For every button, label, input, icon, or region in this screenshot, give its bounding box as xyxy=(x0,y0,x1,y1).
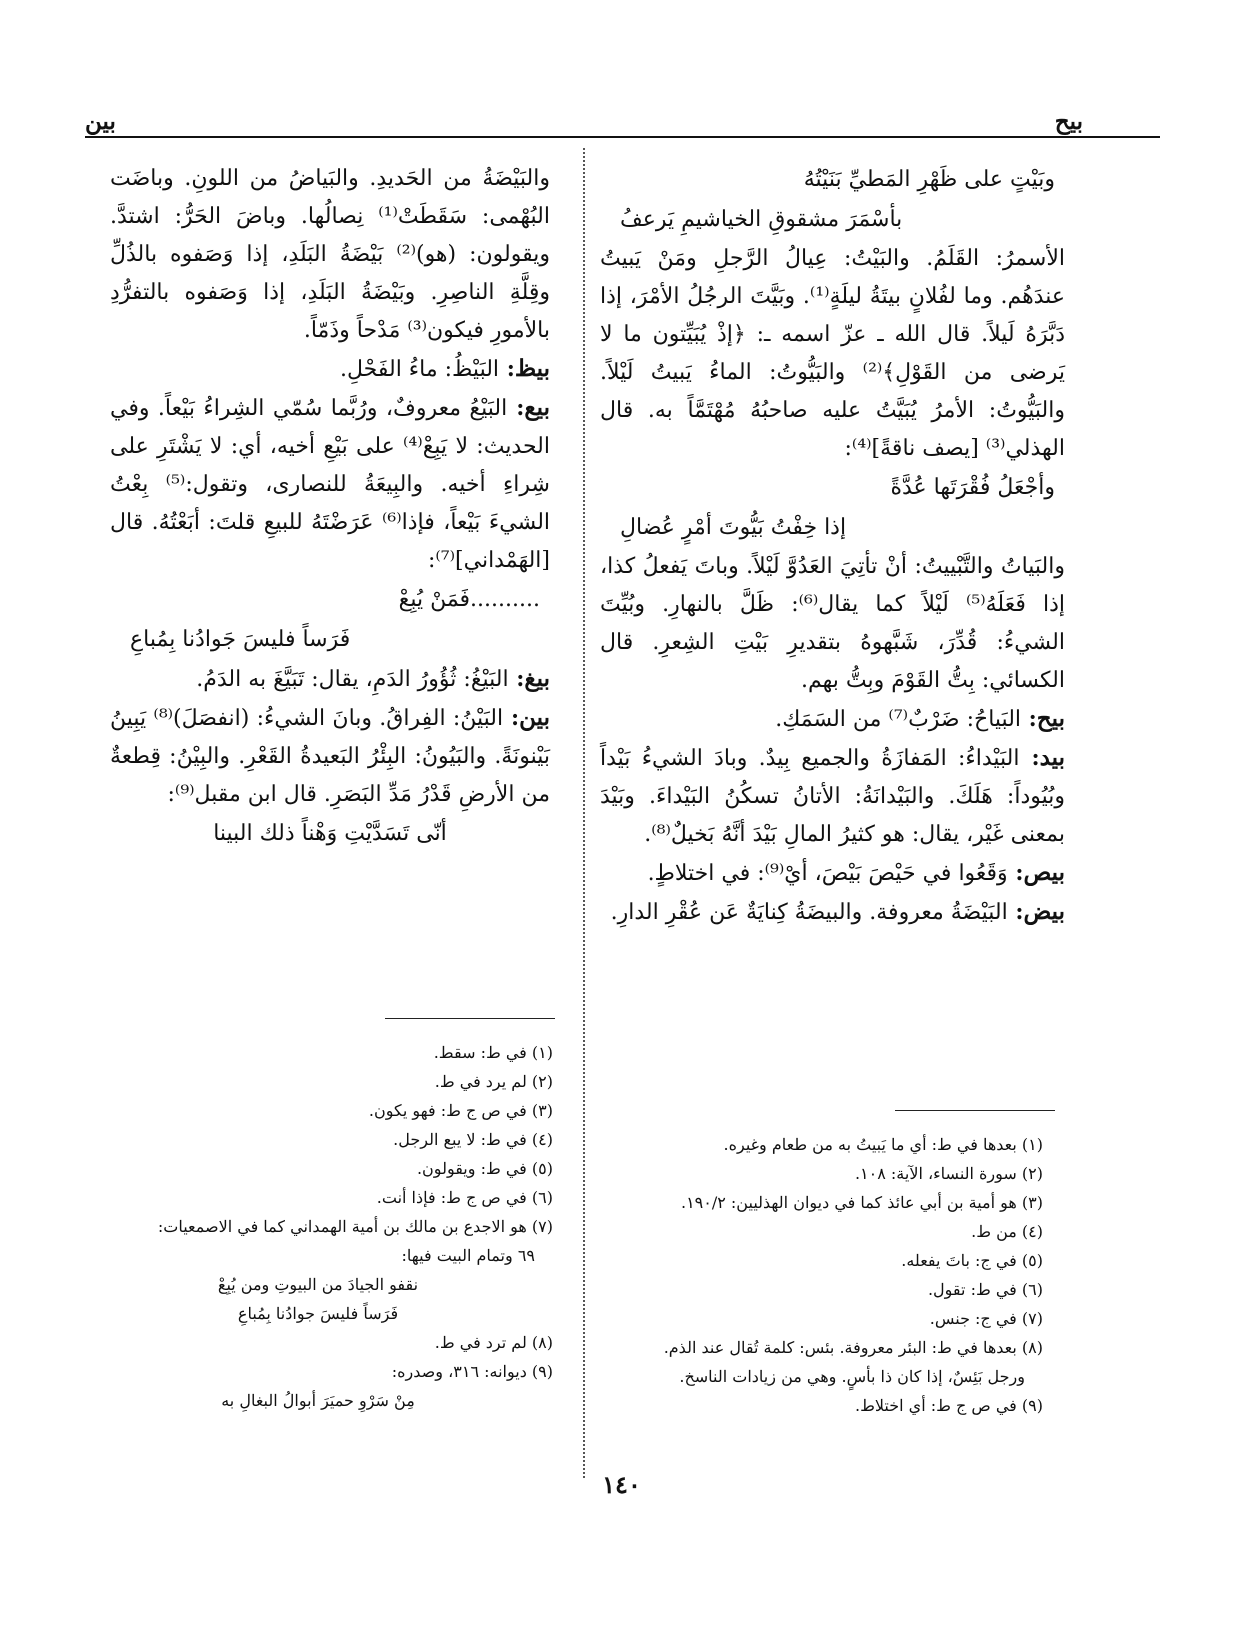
verse-line: إذا خِفْتُ بَيُّوتَ أمْرٍ عُضالِ xyxy=(620,515,847,540)
footnote: (١) بعدها في ط: أي ما يَبيتُ به من طعام وغيره. xyxy=(723,1135,1043,1154)
headword: بيظ xyxy=(514,355,550,382)
verse-line: بأسْمَرَ مشقوقِ الخياشيمِ يَرعفُ xyxy=(620,207,903,232)
page-number: ١٤٠ xyxy=(602,1470,641,1499)
footnote: (٩) في ص ج ط: أي اختلاط. xyxy=(854,1396,1043,1415)
entry-text: البَياحُ: ضَرْبٌ⁽⁷⁾ من السَمَكِ. xyxy=(775,707,1022,732)
footnote: (٤) في ط: لا يبع الرجل. xyxy=(393,1130,553,1149)
verse-line: وبَيْتٍ على ظَهْرِ المَطيِّ بَنَيْتُهُ xyxy=(803,167,1055,192)
header-rule xyxy=(85,136,1160,138)
footnote: (٣) هو أمية بن أبي عائذ كما في ديوان الهذليين: ١٩٠/٢. xyxy=(680,1193,1043,1212)
footnote: (٨) بعدها في ط: البئر معروفة. بئس: كلمة تُقال عند الذم. xyxy=(663,1338,1043,1357)
headword: بين xyxy=(519,704,550,731)
entry-text: البَيْعُ معروفٌ، ورُبَّما سُمّي الشِراءُ بَيْعاً. وفي الحديث: لا يَبِعْ⁽⁴⁾ على بَيْعِ أخيه، أي: لا يَشْتَرِ على شِراءِ أخيه. والبِيعَةُ للنصارى، وتقول:⁽⁵⁾ بِعْتُ الشيءَ بَيْعاً، فإذا⁽⁶⁾ عَرَضْتَهُ للبيعِ قلتَ: أبَعْتُهُ. قال [الهَمْداني]⁽⁷⁾: xyxy=(110,396,551,573)
paragraph: والبَيْضَةُ من الحَديدِ. والبَياضُ من اللونِ. وباضَت البُهْمى: سَقَطَتْ⁽¹⁾ نِصالُها. وباضَ الحَرُّ: اشتدَّ. ويقولون: (هو)⁽²⁾ بَيْضَةُ البَلَدِ، إذا وَصَفوه بالذُلِّ وقِلَّةِ الناصِرِ. وبَيْضَةُ البَلَدِ، إذا وَصَفوه بالتفرُّدِ بالأمورِ فيكون⁽³⁾ مَدْحاً وذَمّاً. xyxy=(110,166,550,343)
entry-text: البَيْضَةُ معروفة. والبيضَةُ كِنايَةٌ عَن عُقْرِ الدارِ. xyxy=(610,900,1008,925)
entry-text: البَيْظُ: ماءُ الفَحْلِ. xyxy=(340,357,500,382)
footnotes-right xyxy=(583,1130,1043,1420)
footnote-verse: نقفو الجيادَ من البيوتِ ومن يُبِعْ xyxy=(217,1275,419,1294)
footnote: (١) في ط: سقط. xyxy=(433,1043,553,1062)
footnote: (٢) لم يرد في ط. xyxy=(434,1072,553,1091)
verse-line: أنّى تَسَدَّيْتِ وَهْناً ذلك البينا xyxy=(213,821,447,846)
footnote: (٣) في ص ج ط: فهو يكون. xyxy=(368,1101,553,1120)
entry-bayd: بيد: البَيْداءُ: المَفازَةُ والجميع بِيدٌ. وبادَ الشيءُ بَيْداً وبُيُوداً: هَلَكَ. والبَيْدانَةُ: الأتانُ تسكُنُ البَيْداءَ. وبَيْدَ بمعنى غَيْر، يقال: هو كثيرُ المالِ بَيْدَ أنَّهُ بَخيلٌ⁽⁸⁾. xyxy=(600,744,1066,847)
footnote-continuation: ورجل بَئِسٌ، إذا كان ذا بأسٍ. وهي من زيادات الناسخ. xyxy=(679,1367,1025,1386)
footnote: (٧) هو الاجدع بن مالك بن أمية الهمداني كما في الاصمعيات: xyxy=(157,1217,553,1236)
entry-bay: بيع: البَيْعُ معروفٌ، ورُبَّما سُمّي الشِراءُ بَيْعاً. وفي الحديث: لا يَبِعْ⁽⁴⁾ على بَيْعِ أخيه، أي: لا يَشْتَرِ على شِراءِ أخيه. والبِيعَةُ للنصارى، وتقول:⁽⁵⁾ بِعْتُ الشيءَ بَيْعاً، فإذا⁽⁶⁾ عَرَضْتَهُ للبيعِ قلتَ: أبَعْتُهُ. قال [الهَمْداني]⁽⁷⁾: xyxy=(110,394,551,573)
entry-text: البَيْداءُ: المَفازَةُ والجميع بِيدٌ. وبادَ الشيءُ بَيْداً وبُيُوداً: هَلَكَ. والبَيْدانَةُ: الأتانُ تسكُنُ البَيْداءَ. وبَيْدَ بمعنى غَيْر، يقال: هو كثيرُ المالِ بَيْدَ أنَّهُ بَخيلٌ⁽⁸⁾. xyxy=(600,746,1065,847)
headword: بيع xyxy=(524,394,550,421)
footnote: (٢) سورة النساء، الآية: ١٠٨. xyxy=(854,1164,1043,1183)
running-head-right: بيح xyxy=(1054,108,1083,135)
footnote-rule-left xyxy=(385,1018,555,1019)
entry-text: البَيْغُ: ثُؤُورُ الدَمِ، يقال: تَبَيَّغَ به الدَمُ. xyxy=(196,667,509,692)
footnote: (٥) في ج: باتَ يفعله. xyxy=(901,1251,1043,1270)
footnote: (٧) في ج: جنس. xyxy=(929,1309,1043,1328)
footnotes-left xyxy=(83,1038,553,1415)
entry-text: وَقَعُوا في حَيْصَ بَيْصَ، أيْ⁽⁹⁾: في اختلاطٍ. xyxy=(647,861,1008,886)
verse-line: ..........فَمَنْ يُبِعْ xyxy=(398,587,540,612)
footnote: (٤) من ط. xyxy=(971,1222,1043,1241)
right-column xyxy=(600,160,1065,932)
headword: بيض xyxy=(1023,898,1065,925)
footnote: (٨) لم ترد في ط. xyxy=(434,1333,553,1352)
footnote-verse: فَرَساً فليسَ جوادُنا بِمُباعِ xyxy=(237,1304,399,1323)
verse-line: فَرَساً فليسَ جَوادُنا بِمُباعِ xyxy=(130,627,351,652)
footnote-continuation: ٦٩ وتمام البيت فيها: xyxy=(401,1246,535,1265)
footnote: (٩) ديوانه: ٣١٦، وصدره: xyxy=(391,1362,553,1381)
footnote-rule-right xyxy=(895,1110,1055,1111)
footnote: (٦) في ط: تقول. xyxy=(927,1280,1043,1299)
entry-text: البَيْنُ: الفِراقُ. وبانَ الشيءُ: (انفصَلَ)⁽⁸⁾ يَبِينُ بَيْنونَةً. والبَيُونُ: البِئْرُ البَعيدةُ القَعْرِ. والبِيْنُ: قِطعةٌ من الأرضِ قَدْرُ مَدِّ البَصَرِ. قال ابن مقبل⁽⁹⁾: xyxy=(110,706,550,807)
entry-baygh: بيغ: البَيْغُ: ثُؤُورُ الدَمِ، يقال: تَبَيَّغَ به الدَمُ. xyxy=(196,665,550,692)
headword: بيح xyxy=(1036,705,1065,732)
entry-bayd2: بيض: البَيْضَةُ معروفة. والبيضَةُ كِنايَةٌ عَن عُقْرِ الدارِ. xyxy=(610,898,1065,925)
left-column xyxy=(110,160,550,854)
running-head-left: بين xyxy=(85,108,116,135)
headword: بيغ xyxy=(524,665,550,692)
footnote: (٦) في ص ج ط: فإذا أنت. xyxy=(376,1188,553,1207)
paragraph: والبَياتُ والتَّبْييتُ: أنْ تأتِيَ العَدُوَّ لَيْلاً. وباتَ يَفعلُ كذا، إذا فَعَلَهُ⁽⁵⁾ لَيْلاً كما يقال⁽⁶⁾: ظَلَّ بالنهارِ. وبُيِّتَ الشيءُ: قُدِّرَ، شَبَّهوهُ بتقديرِ بَيْتِ الشِعرِ. قال الكسائي: بِتُّ القَوْمَ وبِتُّ بهم. xyxy=(600,554,1065,693)
headword: بيص xyxy=(1023,859,1065,886)
paragraph: الأسمرُ: القَلَمُ. والبَيْتُ: عِيالُ الرَّجلِ ومَنْ يَبيتُ عندَهُم. وما لفُلانٍ بيتَةُ ليلَةٍ⁽¹⁾. وبَيَّتَ الرجُلُ الأمْرَ، إذا دَبَّرَهُ لَيلاً. قال الله ـ عزّ اسمه ـ: ﴿إذْ يُبَيِّتون ما لا يَرضى من القَوْلِ﴾⁽²⁾ والبَيُّوتُ: الماءُ يَبيتُ لَيْلاً. والبَيُّوتُ: الأمرُ يُبَيَّتُ عليه صاحبُهُ مُهْتَمَّاً به. قال الهذلي⁽³⁾ [يصف ناقةً]⁽⁴⁾: xyxy=(600,246,1065,461)
entry-bays: بيص: وَقَعُوا في حَيْصَ بَيْصَ، أيْ⁽⁹⁾: في اختلاطٍ. xyxy=(647,859,1065,886)
footnote-verse: مِنْ سَرْوِ حميَرَ أبوالُ البغالِ به xyxy=(221,1391,415,1410)
entry-bayn: بين: البَيْنُ: الفِراقُ. وبانَ الشيءُ: (انفصَلَ)⁽⁸⁾ يَبِينُ بَيْنونَةً. والبَيُونُ: البِئْرُ البَعيدةُ القَعْرِ. والبِيْنُ: قِطعةٌ من الأرضِ قَدْرُ مَدِّ البَصَرِ. قال ابن مقبل⁽⁹⁾: xyxy=(110,704,550,807)
entry-bayh: بيح: البَياحُ: ضَرْبٌ⁽⁷⁾ من السَمَكِ. xyxy=(775,705,1065,732)
footnote: (٥) في ط: ويقولون. xyxy=(416,1159,553,1178)
headword: بيد xyxy=(1039,744,1066,771)
entry-bayz: بيظ: البَيْظُ: ماءُ الفَحْلِ. xyxy=(340,355,550,382)
verse-line: وأجْعَلُ فُقْرَتَها عُدَّةً xyxy=(890,475,1055,500)
